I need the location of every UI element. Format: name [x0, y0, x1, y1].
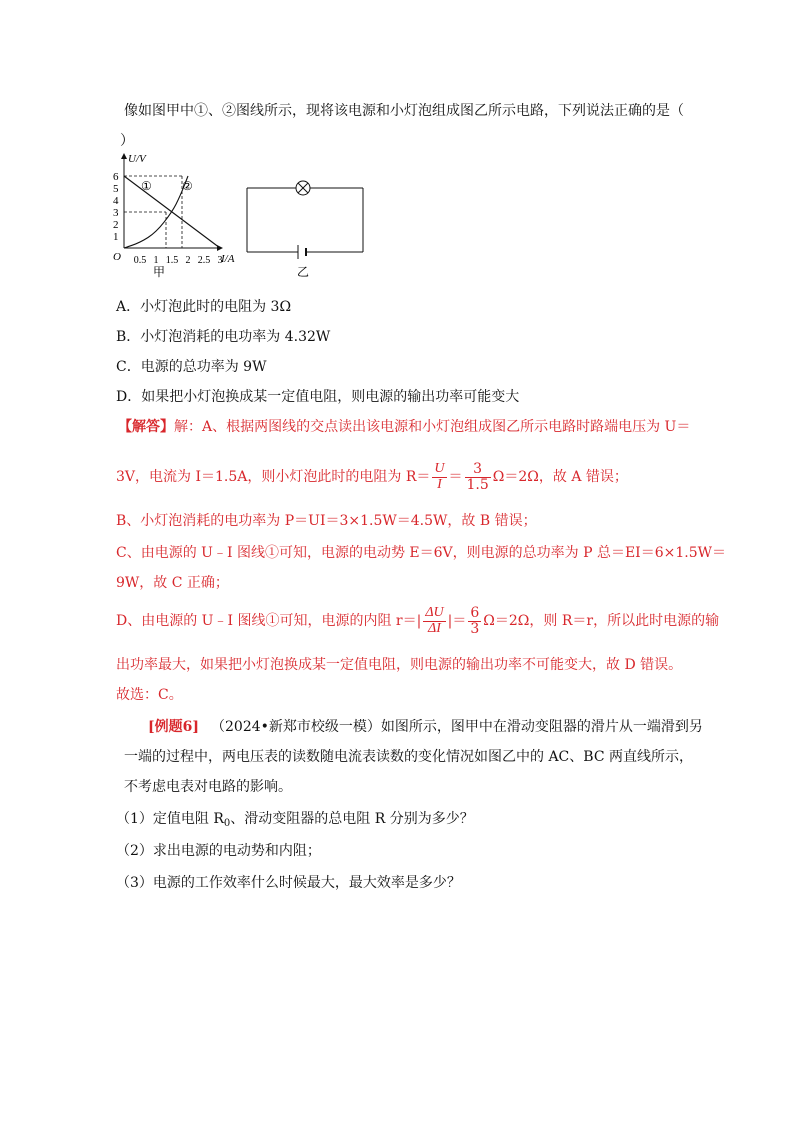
example-question2: （2）求出电源的电动势和内阻； [116, 843, 321, 859]
x-tick-label: 2.5 [197, 255, 211, 266]
lamp-icon [296, 181, 310, 195]
example-question3: （3）电源的工作效率什么时候最大，最大效率是多少？ [116, 875, 461, 891]
fraction-u-over-i: $\frac{U}{I}$ [434, 461, 445, 492]
option-b: B．小灯泡消耗的电功率为 4.32W [116, 329, 331, 345]
solution-line1: 【解答】解：A、根据两图线的交点读出该电源和小灯泡组成图乙所示电路时路端电压为 U＝ [118, 419, 691, 435]
x-tick-label: 1 [153, 255, 159, 266]
x-tick-label: 0.5 [133, 255, 147, 266]
example-line3: 不考虑电表对电路的影响。 [124, 779, 292, 795]
x-tick-label: 3 [217, 255, 223, 266]
example-tag: [例题6] [148, 719, 199, 735]
solution-line7: 出功率最大，如果把小灯泡换成某一定值电阻，则电源的输出功率不可能变大，故 D 错误。 [116, 657, 683, 673]
y-axis-label: U/V [128, 153, 146, 165]
origin-label: O [113, 251, 121, 263]
option-c: C．电源的总功率为 9W [116, 359, 267, 375]
fraction-3-over-1-5: $\frac{3}{1.5}$ [466, 461, 489, 493]
graph-caption: 甲 [153, 265, 166, 278]
fraction-6-over-3: $\frac{6}{3}$ [470, 605, 480, 637]
solution-answer: 故选：C。 [116, 687, 183, 703]
y-tick-label: 3 [113, 207, 119, 219]
question-intro-line1: 像如图甲中①、②图线所示，现将该电源和小灯泡组成图乙所示电路，下列说法正确的是（ [124, 103, 684, 119]
solution-tag: 【解答】 [118, 419, 174, 435]
x-tick-label: 2 [185, 255, 191, 266]
y-tick-label: 5 [113, 183, 119, 195]
curve1-label: ① [141, 179, 152, 193]
solution-line2: 3V，电流为 I＝1.5A，则小灯泡此时的电阻为 R＝ $\frac{U}{I}$ ＝ $\frac{3}{1.5}$ Ω＝2Ω，故 A 错误； [116, 461, 628, 493]
solution-line4: C、由电源的 U﹣I 图线①可知，电源的电动势 E＝6V，则电源的总功率为 P 总＝EI＝6×1.5W＝ [116, 545, 726, 561]
solution-line3: B、小灯泡消耗的电功率为 P＝UI＝3×1.5W＝4.5W，故 B 错误； [116, 513, 537, 529]
example-question1: （1）定值电阻 $R_0$、滑动变阻器的总电阻 R 分别为多少？ [116, 811, 474, 829]
fraction-du-over-di: $\frac{\Delta U}{\Delta I}$ [425, 605, 444, 636]
example-line2: 一端的过程中，两电压表的读数随电流表读数的变化情况如图乙中的 AC、BC 两直线所示， [124, 749, 693, 765]
x-tick-label: 1.5 [165, 255, 179, 266]
y-tick-label: 1 [113, 231, 119, 243]
y-tick-label: 4 [113, 195, 119, 207]
example-line1: [例题6] （2024•新郑市校级一模）如图所示，图甲中在滑动变阻器的滑片从一端滑到另 [148, 719, 703, 735]
solution-line6: D、由电源的 U﹣I 图线①可知，电源的内阻 r＝| $\frac{\Delta U}{\Delta I}$ |＝ $\frac{6}{3}$ Ω＝2Ω，则 R＝r，所以此时电源的输 [116, 605, 720, 637]
option-a: A．小灯泡此时的电阻为 3Ω [116, 299, 292, 315]
option-d: D．如果把小灯泡换成某一定值电阻，则电源的输出功率可能变大 [116, 389, 520, 405]
circuit-diagram [240, 172, 370, 284]
circuit-caption: 乙 [297, 265, 310, 279]
curve2-label: ② [182, 179, 193, 193]
x-axis-label: I/A [221, 253, 235, 265]
battery-icon [298, 245, 306, 259]
y-tick-label: 2 [113, 219, 119, 231]
y-tick-label: 6 [113, 171, 119, 183]
ui-graph [108, 150, 248, 278]
solution-line5: 9W，故 C 正确； [116, 575, 229, 591]
question-intro-line2: ） [120, 133, 134, 149]
